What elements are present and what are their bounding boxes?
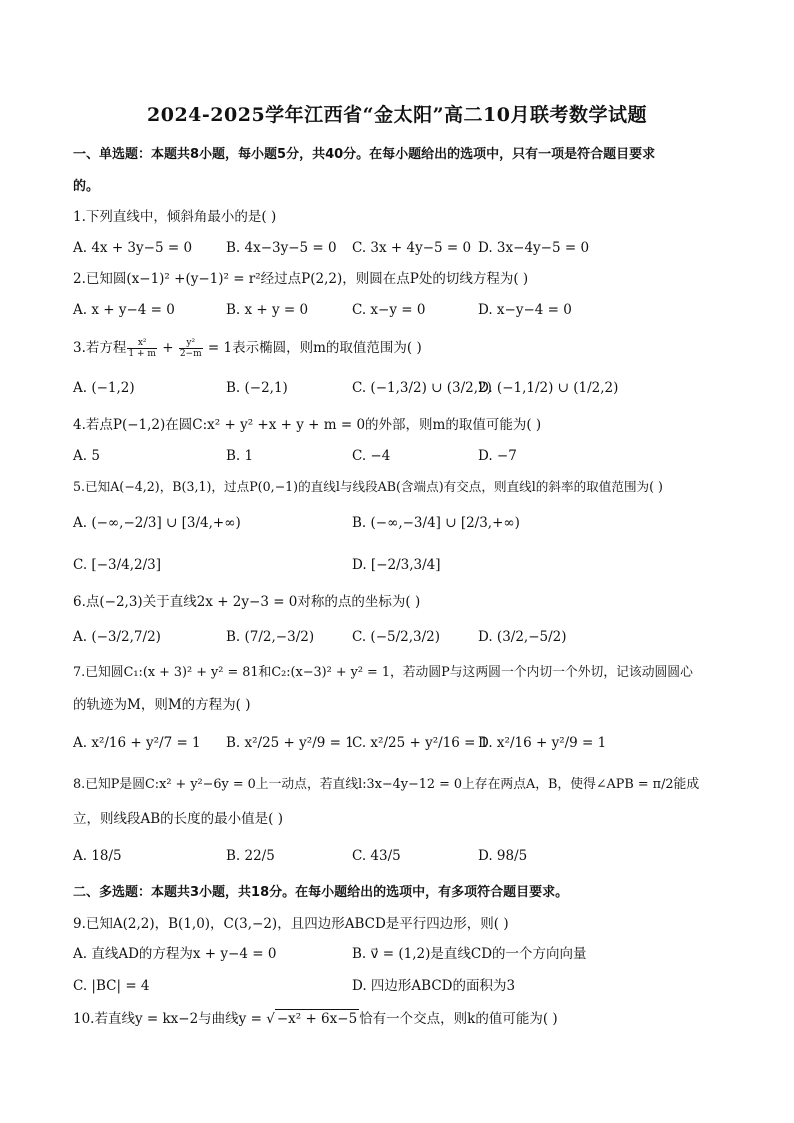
question-7-stem-line-1: 7.已知圆C₁:(x + 3)² + y² = 81和C₂:(x−3)² + y² = 1，若动圆P与这两圆一个内切一个外切，记该动圆圆心 — [73, 665, 693, 680]
question-1-option-a: A. 4x + 3y−5 = 0 — [73, 240, 193, 256]
question-8-stem-line-1: 8.已知P是圆C:x² + y²−6y = 0上一动点，若直线l:3x−4y−12 = 0上存在两点A，B，使得∠APB = π/2能成 — [73, 777, 700, 792]
question-1-stem: 1.下列直线中，倾斜角最小的是( ) — [73, 209, 277, 225]
question-5-option-b: B. (−∞,−3/4] ∪ [2/3,+∞) — [352, 515, 520, 531]
question-6-option-b: B. (7/2,−3/2) — [226, 629, 315, 645]
question-7-option-d: D. x²/16 + y²/9 = 1 — [478, 735, 607, 751]
question-5-option-a: A. (−∞,−2/3] ∪ [3/4,+∞) — [73, 515, 241, 531]
question-10-stem-pre: 10.若直线y = kx−2与曲线y = — [73, 1011, 267, 1027]
question-3-fraction-y — [179, 338, 203, 359]
question-3-fraction-y-den: 2−m — [179, 349, 202, 359]
question-4-option-b: B. 1 — [226, 448, 254, 464]
question-6-option-c: C. (−5/2,3/2) — [352, 629, 441, 645]
question-3-plus: + — [157, 340, 178, 356]
question-10-stem-post: 恰有一个交点，则k的值可能为( ) — [359, 1011, 558, 1027]
question-2-option-c: C. x−y = 0 — [352, 302, 426, 318]
question-7-option-a: A. x²/16 + y²/7 = 1 — [73, 735, 201, 751]
sqrt-radical: √ — [266, 1011, 275, 1027]
question-3-fraction-x-num: x² — [127, 338, 157, 349]
question-4-option-a: A. 5 — [73, 448, 100, 464]
question-3-stem-pre: 3.若方程 — [73, 340, 127, 356]
question-6-option-a: A. (−3/2,7/2) — [73, 629, 161, 645]
question-5-option-d: D. [−2/3,3/4] — [352, 557, 441, 573]
question-1-option-c: C. 3x + 4y−5 = 0 — [352, 240, 472, 256]
question-7-option-c: C. x²/25 + y²/16 = 1 — [352, 735, 489, 751]
section-2-header: 二、多选题：本题共3小题，共18分。在每小题给出的选项中，有多项符合题目要求。 — [73, 885, 569, 900]
question-9-option-c: C. |BC| = 4 — [73, 978, 150, 994]
question-5-stem: 5.已知A(−4,2)，B(3,1)，过点P(0,−1)的直线l与线段AB(含端点)有交点，则直线l的斜率的取值范围为( ) — [73, 479, 663, 494]
question-2-option-b: B. x + y = 0 — [226, 302, 309, 318]
question-5-option-c: C. [−3/4,2/3] — [73, 557, 162, 573]
question-4-option-c: C. −4 — [352, 448, 391, 464]
question-9-option-d: D. 四边形ABCD的面积为3 — [352, 978, 516, 994]
question-9-stem: 9.已知A(2,2)，B(1,0)，C(3,−2)，且四边形ABCD是平行四边形，则( ) — [73, 916, 509, 932]
question-2-option-d: D. x−y−4 = 0 — [478, 302, 572, 318]
section-1-header: 一、单选题：本题共8小题，每小题5分，共40分。在每小题给出的选项中，只有一项是符合题目要求 — [73, 147, 656, 162]
question-9-option-b: B. v⃗ = (1,2)是直线CD的一个方向向量 — [352, 946, 587, 962]
question-3-option-a: A. (−1,2) — [73, 380, 135, 396]
question-3-fraction-y-num: y² — [179, 338, 203, 349]
question-9-option-a: A. 直线AD的方程为x + y−4 = 0 — [73, 946, 277, 962]
question-8-option-c: C. 43/5 — [352, 848, 401, 864]
question-3-fraction-x-den: 1 + m — [128, 349, 156, 359]
question-3-option-d: D. (−1,1/2) ∪ (1/2,2) — [478, 380, 619, 396]
question-8-option-b: B. 22/5 — [226, 848, 275, 864]
section-1-header-cont: 的。 — [73, 179, 100, 194]
question-3-stem — [73, 338, 733, 359]
question-3-stem-post: = 1表示椭圆，则m的取值范围为( ) — [203, 340, 422, 356]
question-2-stem: 2.已知圆(x−1)² +(y−1)² = r²经过点P(2,2)，则圆在点P处的切线方程为( ) — [73, 271, 529, 287]
question-1-option-b: B. 4x−3y−5 = 0 — [226, 240, 337, 256]
question-7-option-b: B. x²/25 + y²/9 = 1 — [226, 735, 354, 751]
question-1-option-d: D. 3x−4y−5 = 0 — [478, 240, 590, 256]
question-4-option-d: D. −7 — [478, 448, 517, 464]
question-2-option-a: A. x + y−4 = 0 — [73, 302, 175, 318]
page-title: 2024-2025学年江西省“金太阳”高二10月联考数学试题 — [147, 104, 647, 126]
question-3-option-b: B. (−2,1) — [226, 380, 288, 396]
question-8-stem-line-2: 立，则线段AB的长度的最小值是( ) — [73, 811, 283, 827]
question-6-stem: 6.点(−2,3)关于直线2x + 2y−3 = 0对称的点的坐标为( ) — [73, 594, 421, 610]
question-7-stem-line-2: 的轨迹为M，则M的方程为( ) — [73, 697, 251, 713]
question-10-stem — [73, 1009, 733, 1028]
question-8-option-a: A. 18/5 — [73, 848, 122, 864]
question-6-option-d: D. (3/2,−5/2) — [478, 629, 567, 645]
question-8-option-d: D. 98/5 — [478, 848, 528, 864]
question-10-sqrt-body: −x² + 6x−5 — [276, 1011, 358, 1027]
question-4-stem: 4.若点P(−1,2)在圆C:x² + y² +x + y + m = 0的外部，则m的取值可能为( ) — [73, 417, 542, 433]
question-3-option-c: C. (−1,3/2) ∪ (3/2,2) — [352, 380, 492, 396]
question-3-fraction-x — [127, 338, 157, 359]
